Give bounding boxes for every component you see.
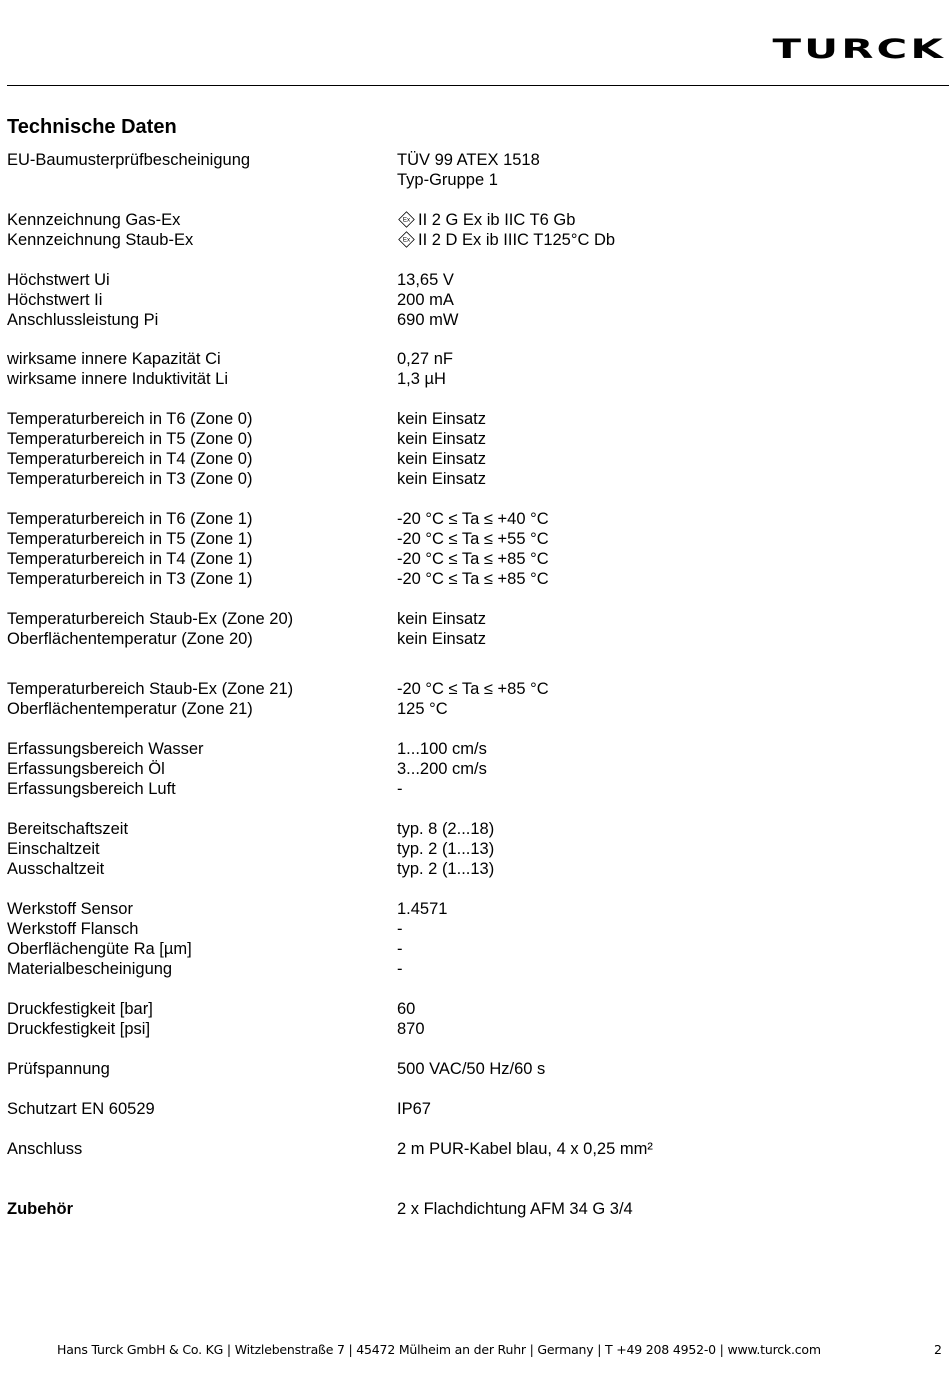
spec-value	[397, 1099, 431, 1119]
spec-label: Oberflächentemperatur (Zone 20)	[7, 630, 253, 648]
spec-row	[7, 150, 937, 170]
spec-value	[397, 899, 447, 919]
spec-row	[7, 549, 937, 569]
spec-label: Temperaturbereich Staub-Ex (Zone 20)	[7, 610, 294, 628]
spec-value	[397, 779, 403, 799]
spec-value-text: 13,65 V	[397, 271, 454, 289]
spec-value-text: 1,3 µH	[397, 370, 446, 388]
spec-label: Prüfspannung	[7, 1060, 110, 1078]
spec-row	[7, 939, 937, 959]
spec-value	[397, 469, 486, 489]
spec-label: Werkstoff Flansch	[7, 920, 139, 938]
spec-label: Temperaturbereich in T6 (Zone 0)	[7, 410, 253, 428]
spec-value	[397, 1059, 545, 1079]
spec-value-text: -20 °C ≤ Ta ≤ +85 °C	[397, 550, 549, 568]
spec-value-text: -	[397, 780, 403, 798]
spec-row	[7, 429, 937, 449]
spec-value-text: IP67	[397, 1100, 431, 1118]
spec-value	[397, 959, 403, 979]
spec-value	[397, 699, 448, 719]
spec-label: Temperaturbereich in T4 (Zone 0)	[7, 450, 253, 468]
spec-value	[397, 150, 540, 170]
spec-row	[7, 1059, 937, 1079]
spec-value	[397, 310, 458, 330]
spec-row	[7, 919, 937, 939]
spec-value	[397, 919, 403, 939]
spec-row	[7, 369, 937, 389]
spec-value	[397, 449, 486, 469]
spec-label: Bereitschaftszeit	[7, 820, 129, 838]
spec-value-text: 1.4571	[397, 900, 448, 918]
spec-value	[397, 509, 549, 529]
spec-row	[7, 629, 937, 649]
spec-value	[397, 679, 549, 699]
spec-value-text: kein Einsatz	[397, 630, 486, 648]
page-title: Technische Daten	[7, 116, 177, 138]
spec-row	[7, 210, 937, 230]
spec-row	[7, 170, 937, 190]
spec-row	[7, 959, 937, 979]
spec-value-text: 2 m PUR-Kabel blau, 4 x 0,25 mm²	[397, 1140, 653, 1158]
spec-value-text: kein Einsatz	[397, 470, 486, 488]
spec-value-text: 125 °C	[397, 700, 448, 718]
spec-value-text: TÜV 99 ATEX 1518	[397, 151, 540, 169]
spec-label: Einschaltzeit	[7, 840, 100, 858]
spec-label: Temperaturbereich Staub-Ex (Zone 21)	[7, 680, 294, 698]
spec-value	[397, 170, 498, 190]
spec-value	[397, 369, 446, 389]
ex-hexagon-icon	[398, 231, 415, 248]
spec-row	[7, 1019, 937, 1039]
spec-value-text: kein Einsatz	[397, 610, 486, 628]
spec-label: Druckfestigkeit [bar]	[7, 1000, 153, 1018]
spec-value-text: -	[397, 940, 403, 958]
spec-label: Anschluss	[7, 1140, 83, 1158]
spec-value-text: II 2 G Ex ib IIC T6 Gb	[418, 211, 576, 229]
spec-row	[7, 469, 937, 489]
spec-value-text: -	[397, 920, 403, 938]
spec-value-text: -	[397, 960, 403, 978]
spec-value	[397, 629, 486, 649]
spec-row	[7, 819, 937, 839]
spec-row	[7, 609, 937, 629]
spec-value-text: 3...200 cm/s	[397, 760, 487, 778]
spec-row	[7, 569, 937, 589]
spec-value-text: 2 x Flachdichtung AFM 34 G 3/4	[397, 1200, 633, 1218]
spec-row	[7, 290, 937, 310]
spec-value-text: 1...100 cm/s	[397, 740, 487, 758]
spec-label: Erfassungsbereich Öl	[7, 760, 165, 778]
page-number: 2	[934, 1342, 942, 1357]
spec-value-text: -20 °C ≤ Ta ≤ +85 °C	[397, 570, 549, 588]
spec-value-text: -20 °C ≤ Ta ≤ +40 °C	[397, 510, 549, 528]
spec-label: Temperaturbereich in T5 (Zone 0)	[7, 430, 253, 448]
spec-row	[7, 679, 937, 699]
spec-value	[397, 349, 453, 369]
spec-value	[397, 1019, 425, 1039]
spec-row	[7, 509, 937, 529]
header-divider	[7, 85, 949, 86]
spec-value	[397, 999, 415, 1019]
spec-label: EU-Baumusterprüfbescheinigung	[7, 151, 251, 169]
spec-value	[397, 939, 403, 959]
spec-value	[397, 839, 494, 859]
spec-label: Erfassungsbereich Wasser	[7, 740, 204, 758]
spec-label: Schutzart EN 60529	[7, 1100, 155, 1118]
spec-label: Werkstoff Sensor	[7, 900, 133, 918]
spec-row	[7, 899, 937, 919]
spec-row	[7, 839, 937, 859]
spec-label: Temperaturbereich in T3 (Zone 0)	[7, 470, 253, 488]
spec-row	[7, 270, 937, 290]
spec-row	[7, 449, 937, 469]
spec-value-text: II 2 D Ex ib IIIC T125°C Db	[418, 231, 616, 249]
spec-row	[7, 1199, 937, 1219]
spec-value-text: 690 mW	[397, 311, 459, 329]
spec-label: Oberflächentemperatur (Zone 21)	[7, 700, 253, 718]
spec-row	[7, 1099, 937, 1119]
spec-value-text: 0,27 nF	[397, 350, 453, 368]
spec-label: Temperaturbereich in T6 (Zone 1)	[7, 510, 253, 528]
spec-row	[7, 859, 937, 879]
spec-value	[397, 409, 486, 429]
spec-row	[7, 699, 937, 719]
spec-value	[397, 549, 549, 569]
spec-row	[7, 1139, 937, 1159]
spec-label: Ausschaltzeit	[7, 860, 105, 878]
spec-value-text: 60	[397, 1000, 416, 1018]
spec-label: Höchstwert Ui	[7, 271, 110, 289]
spec-value-text: kein Einsatz	[397, 430, 486, 448]
spec-row	[7, 409, 937, 429]
spec-label: Druckfestigkeit [psi]	[7, 1020, 151, 1038]
spec-label: Temperaturbereich in T4 (Zone 1)	[7, 550, 253, 568]
spec-row	[7, 310, 937, 330]
spec-row	[7, 739, 937, 759]
spec-value-text: 870	[397, 1020, 425, 1038]
spec-value-text: -20 °C ≤ Ta ≤ +55 °C	[397, 530, 549, 548]
spec-value-text: -20 °C ≤ Ta ≤ +85 °C	[397, 680, 549, 698]
spec-value-text: kein Einsatz	[397, 450, 486, 468]
spec-row	[7, 759, 937, 779]
spec-value	[397, 270, 454, 290]
spec-value	[397, 859, 494, 879]
spec-value	[397, 230, 615, 250]
spec-label: wirksame innere Induktivität Li	[7, 370, 229, 388]
spec-value-text: Typ-Gruppe 1	[397, 171, 498, 189]
spec-value	[397, 759, 487, 779]
spec-value	[397, 290, 454, 310]
spec-value	[397, 1139, 653, 1159]
spec-row	[7, 230, 937, 250]
spec-value-text: typ. 2 (1...13)	[397, 860, 495, 878]
spec-row	[7, 999, 937, 1019]
footer-address: Hans Turck GmbH & Co. KG | Witzlebenstraße 7 | 45472 Mülheim an der Ruhr | Germany | T +49 208 4952-0 | www.turck.com	[57, 1342, 821, 1357]
ex-hexagon-icon	[398, 211, 415, 228]
spec-value	[397, 819, 494, 839]
spec-label: Erfassungsbereich Luft	[7, 780, 176, 798]
spec-value	[397, 569, 549, 589]
spec-value-text: typ. 2 (1...13)	[397, 840, 495, 858]
spec-value	[397, 739, 487, 759]
spec-label: Temperaturbereich in T5 (Zone 1)	[7, 530, 253, 548]
spec-label: wirksame innere Kapazität Ci	[7, 350, 221, 368]
spec-value-text: kein Einsatz	[397, 410, 486, 428]
spec-value	[397, 429, 486, 449]
spec-label: Anschlussleistung Pi	[7, 311, 159, 329]
spec-value	[397, 609, 486, 629]
ex-icon-text: Ex	[402, 216, 411, 224]
spec-label: Temperaturbereich in T3 (Zone 1)	[7, 570, 253, 588]
spec-label: Oberflächengüte Ra [µm]	[7, 940, 192, 958]
spec-row	[7, 529, 937, 549]
spec-value	[397, 1199, 633, 1219]
spec-value-text: 500 VAC/50 Hz/60 s	[397, 1060, 546, 1078]
spec-label: Kennzeichnung Gas-Ex	[7, 211, 181, 229]
spec-row	[7, 349, 937, 369]
ex-icon-text: Ex	[402, 236, 411, 244]
spec-row	[7, 779, 937, 799]
spec-value	[397, 210, 575, 230]
spec-value-text: 200 mA	[397, 291, 454, 309]
turck-logo: TURCK	[772, 34, 946, 65]
spec-label: Materialbescheinigung	[7, 960, 173, 978]
spec-label: Zubehör	[7, 1200, 73, 1218]
spec-label: Höchstwert Ii	[7, 291, 103, 309]
spec-value-text: typ. 8 (2...18)	[397, 820, 495, 838]
spec-value	[397, 529, 549, 549]
spec-label: Kennzeichnung Staub-Ex	[7, 231, 194, 249]
